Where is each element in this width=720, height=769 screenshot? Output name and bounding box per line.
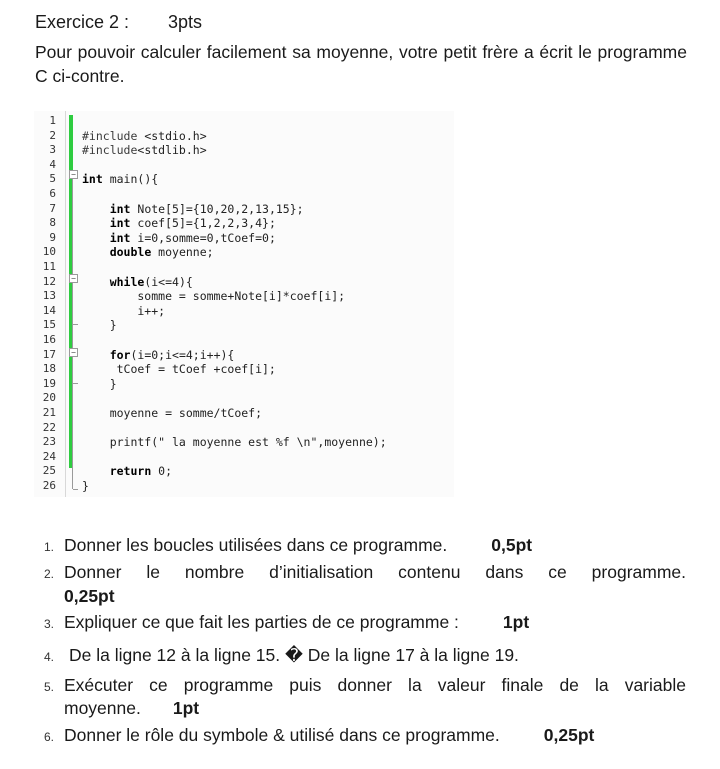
question-5-cont: moyenne. 1pt: [64, 698, 200, 718]
exercise-label: Exercice 2 :: [35, 12, 130, 32]
fold-end-for: [73, 383, 78, 384]
line-number: 22: [42, 420, 56, 434]
code-text: double moyenne;: [109, 245, 214, 260]
exercise-points: 3pts: [168, 12, 203, 32]
fold-end-while: [73, 324, 78, 325]
fold-main-icon[interactable]: −: [69, 170, 78, 179]
line-number: 7: [49, 201, 56, 215]
code-text: }: [82, 376, 117, 391]
line-number: 20: [42, 391, 56, 405]
code-text: int main(){: [82, 172, 159, 187]
exercise-title: [35, 12, 203, 33]
code-text: int Note[5]={10,20,2,13,15};: [109, 201, 304, 216]
question-points: 0,25pt: [543, 725, 595, 745]
code-text: int i=0,somme=0,tCoef=0;: [109, 230, 276, 245]
question-5-text: Exécuter ce programme puis donner la valeur finale de la variable: [64, 675, 686, 695]
question-number: 3.: [44, 617, 55, 631]
code-text: int coef[5]={1,2,2,3,4};: [109, 216, 276, 231]
code-editor: [34, 111, 454, 497]
line-number: 8: [49, 216, 56, 230]
line-number: 26: [42, 479, 56, 492]
question-2-text: Donner le nombre d’initialisation contenu dans ce programme.: [64, 562, 686, 582]
line-number: 6: [49, 187, 56, 200]
question-2-number: 2.: [44, 567, 55, 581]
question-4: [44, 643, 519, 669]
line-number: 24: [42, 449, 56, 463]
line-number: 25: [42, 464, 56, 478]
line-number: 4: [49, 157, 56, 171]
line-number: 16: [42, 333, 56, 346]
question-text: De la ligne 12 à la ligne 15. � De la ligne 17 à la ligne 19.: [69, 645, 519, 665]
question-number: 4.: [44, 650, 55, 664]
question-number: 1.: [44, 540, 55, 554]
question-text: Expliquer ce que fait les parties de ce programme : 1pt: [64, 612, 530, 632]
line-number: 18: [42, 362, 56, 376]
code-text: for(i=0;i<=4;i++){: [109, 347, 235, 362]
code-text: somme = somme+Note[i]*coef[i];: [82, 289, 346, 304]
line-number: 3: [49, 143, 56, 157]
line-number: 2: [49, 128, 56, 142]
line-number: 21: [42, 406, 56, 419]
line-number: 9: [49, 230, 56, 244]
line-number: 1: [49, 114, 56, 127]
line-number: 15: [42, 318, 56, 332]
gutter-border: [65, 111, 66, 497]
question-points: 1pt: [172, 698, 200, 718]
fold-end-main: [73, 489, 78, 490]
question-5-number: 5.: [44, 680, 55, 694]
code-text: return 0;: [109, 464, 173, 479]
question-2-points: 0,25pt: [64, 586, 115, 606]
line-number: 23: [42, 435, 56, 449]
line-number: 10: [42, 245, 56, 259]
question-text: Donner le rôle du symbole & utilisé dans ce programme. 0,25pt: [64, 725, 595, 745]
code-text: #include <stdio.h>: [82, 128, 207, 143]
code-text: #include<stdlib.h>: [82, 143, 207, 158]
question-3: [44, 610, 530, 636]
line-number: 17: [42, 347, 56, 361]
code-text: }: [82, 318, 117, 333]
line-number: 14: [42, 303, 56, 317]
code-text: i++;: [82, 303, 166, 318]
question-1: [44, 533, 533, 559]
intro-paragraph: Pour pouvoir calculer facilement sa moyenne, votre petit frère a écrit le programme C ci-contre.: [35, 42, 687, 86]
line-number: 5: [49, 172, 56, 186]
code-text: printf(" la moyenne est %f \n",moyenne);: [82, 435, 387, 450]
fold-for-icon[interactable]: −: [69, 348, 78, 357]
line-number: 19: [42, 376, 56, 390]
question-text: Donner les boucles utilisées dans ce programme. 0,5pt: [64, 535, 533, 555]
line-number: 12: [42, 274, 56, 288]
line-number: 13: [42, 289, 56, 303]
question-points: 0,5pt: [491, 535, 533, 555]
code-text: moyenne = somme/tCoef;: [82, 406, 263, 420]
question-points: 1pt: [502, 612, 530, 632]
fold-while-icon[interactable]: −: [69, 274, 78, 283]
code-text: tCoef = tCoef +coef[i];: [82, 362, 276, 377]
code-text: while(i<=4){: [109, 274, 193, 289]
code-text: }: [82, 479, 89, 493]
question-6: [44, 723, 595, 749]
question-number: 6.: [44, 730, 55, 744]
line-number: 11: [42, 260, 56, 273]
fold-line-main: [72, 179, 73, 489]
